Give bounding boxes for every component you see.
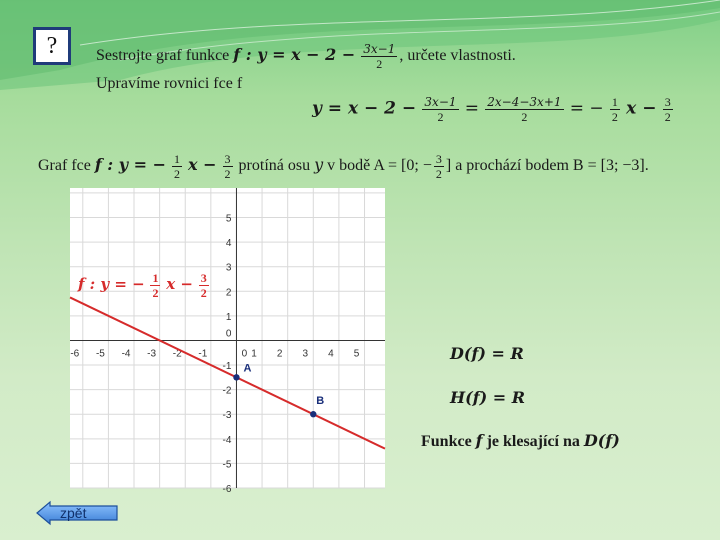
y-tick-label: -5 <box>222 459 232 471</box>
point-b-marker <box>310 411 316 417</box>
x-tick-label: 5 <box>353 348 360 360</box>
point-a-marker <box>233 374 239 380</box>
point-a-label: A <box>243 362 252 375</box>
domain-text: D(f) = R <box>450 344 524 363</box>
result-text: Graf fce f : y = − $\frac{1}{2}$ x − $\frac{3}{2}$ protíná osu y v bodě A = [0; − $\frac{3}{2}$ ] a prochází bodem B = [3; −3]. <box>38 152 649 181</box>
y-tick-label: 3 <box>225 262 232 274</box>
help-button[interactable]: ? <box>33 27 71 65</box>
y-tick-label: 0 <box>225 328 232 340</box>
range-text: H(f) = R <box>450 388 525 407</box>
x-tick-label: -6 <box>70 348 80 360</box>
x-tick-label: 2 <box>276 348 283 360</box>
x-tick-label: -3 <box>147 348 157 360</box>
x-tick-label: -2 <box>172 348 182 360</box>
monotonicity-text: Funkce f je klesající na D(f) <box>421 431 620 450</box>
point-b-label: B <box>316 395 325 408</box>
y-tick-label: -4 <box>222 434 232 446</box>
x-tick-label: 4 <box>328 348 334 360</box>
x-tick-label: -4 <box>121 348 131 360</box>
back-label: zpět <box>60 505 87 521</box>
step-text: Upravíme rovnici fce f <box>96 75 243 92</box>
task-text: Sestrojte graf funkce f : y = x − 2 − $\frac{3x-1}{2}$ , určete vlastnosti. <box>96 42 516 71</box>
y-tick-label: 2 <box>225 287 232 299</box>
x-tick-label: 1 <box>251 348 257 360</box>
equation-derivation: y = x − 2 − $\frac{3x-1}{2}$ = $\frac{2x-4-3x+1}{2}$ = − $\frac{1}{2}$ x − $\frac{3}{2}$ <box>312 95 671 124</box>
graph-canvas <box>70 188 385 495</box>
x-tick-label: 0 <box>241 348 248 360</box>
back-button[interactable] <box>36 501 118 525</box>
y-tick-label: -2 <box>222 385 232 397</box>
y-tick-label: 1 <box>225 311 232 323</box>
x-tick-label: -5 <box>95 348 105 360</box>
y-tick-label: -1 <box>222 361 232 373</box>
graph-ticks <box>70 214 359 495</box>
x-tick-label: 3 <box>302 348 309 360</box>
x-tick-label: -1 <box>198 348 208 360</box>
y-tick-label: -6 <box>222 484 232 495</box>
y-tick-label: 4 <box>225 238 232 250</box>
y-tick-label: -3 <box>222 410 232 422</box>
function-graph <box>70 188 385 495</box>
y-tick-label: 5 <box>225 213 232 225</box>
function-label: f : y = − $\frac{1}{2}$ x − $\frac{3}{2}$ <box>78 271 207 300</box>
